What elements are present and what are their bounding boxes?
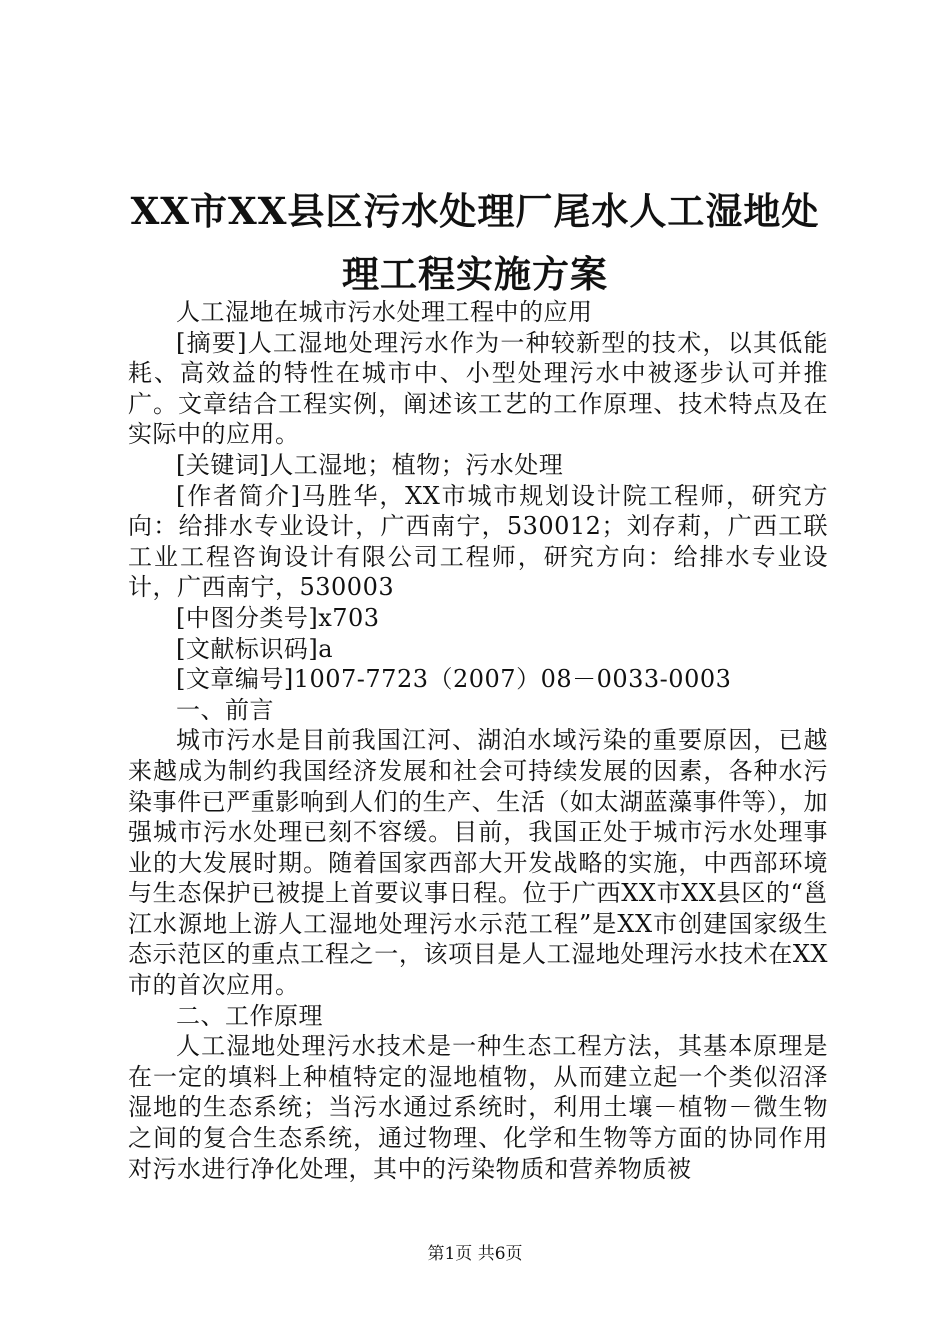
- paragraph-preface: 城市污水是目前我国江河、湖泊水域污染的重要原因，已越来越成为制约我国经济发展和社会可持续发展的因素，各种水污染事件已严重影响到人们的生产、生活（如太湖蓝藻事件等），加强城市污水处理已刻不容缓。目前，我国正处于城市污水处理事业的大发展时期。随着国家西部大开发战略的实施，中西部环境与生态保护已被提上首要议事日程。位于广西XX市XX县区的“邕江水源地上游人工湿地处理污水示范工程”是XX市创建国家级生态示范区的重点工程之一，该项目是人工湿地处理污水技术在XX市的首次应用。: [128, 726, 828, 1000]
- section-heading-principle: 二、工作原理: [176, 1001, 323, 1030]
- paragraph-article-number: [文章编号]1007-7723（2007）08－0033-0003: [176, 665, 732, 694]
- paragraph-author-bio: [作者简介]马胜华，XX市城市规划设计院工程师，研究方向：给排水专业设计，广西南宁，530012；刘存莉，广西工联工业工程咨询设计有限公司工程师，研究方向：给排水专业设计，广西南宁，530003: [128, 481, 828, 602]
- paragraph-keywords: [关键词]人工湿地；植物；污水处理: [176, 450, 564, 479]
- paragraph-document-code: [文献标识码]a: [176, 634, 334, 663]
- section-heading-preface: 一、前言: [176, 695, 274, 724]
- paragraph-abstract: [摘要]人工湿地处理污水作为一种较新型的技术，以其低能耗、高效益的特性在城市中、小型处理污水中被逐步认可并推广。文章结合工程实例，阐述该工艺的工作原理、技术特点及在实际中的应用。: [128, 328, 828, 449]
- paragraph-principle: 人工湿地处理污水技术是一种生态工程方法，其基本原理是在一定的填料上种植特定的湿地植物，从而建立起一个类似沼泽湿地的生态系统；当污水通过系统时，利用土壤－植物－微生物之间的复合生态系统，通过物理、化学和生物等方面的协同作用对污水进行净化处理，其中的污染物质和营养物质被: [128, 1032, 828, 1183]
- paragraph-subtitle: 人工湿地在城市污水处理工程中的应用: [176, 298, 593, 326]
- document-body: [128, 297, 828, 1184]
- document-title: XX市XX县区污水处理厂尾水人工湿地处理工程实施方案: [130, 189, 820, 296]
- paragraph-classification: [中图分类号]x703: [176, 603, 380, 632]
- page-footer: 第1页 共6页: [427, 1244, 523, 1264]
